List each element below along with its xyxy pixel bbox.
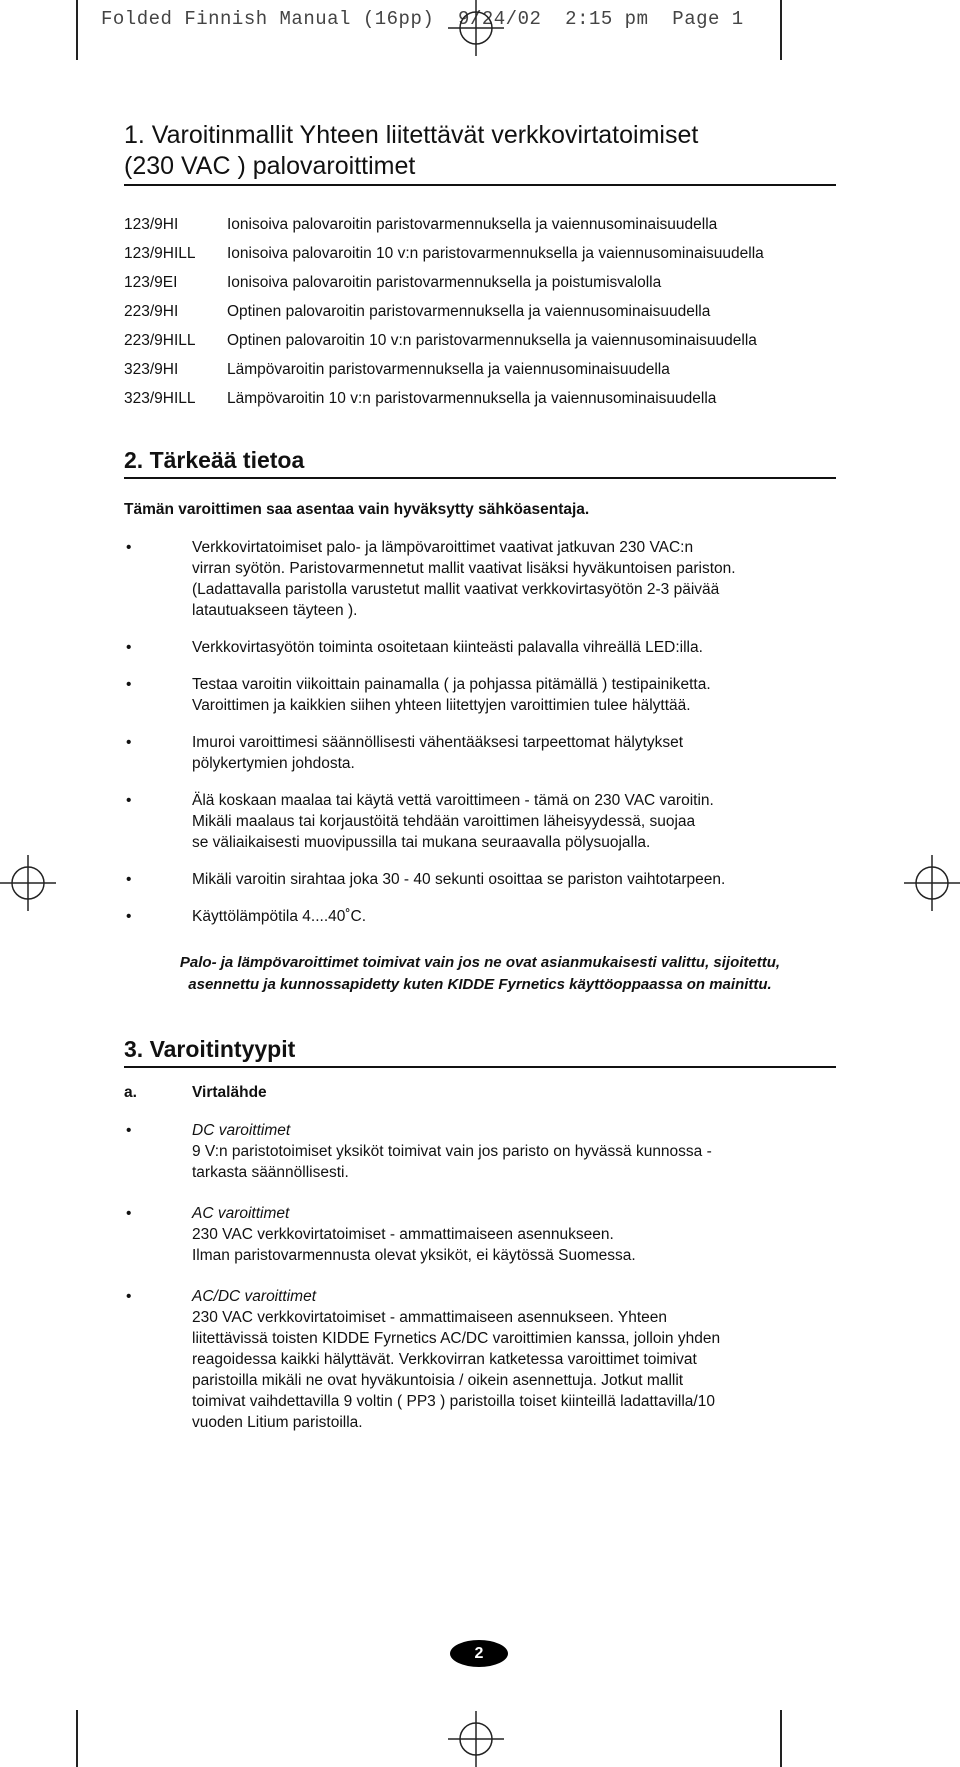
- model-list: [124, 210, 836, 413]
- model-description: Optinen palovaroitin 10 v:n paristovarmennuksella ja vaiennusominaisuudella: [227, 332, 757, 349]
- alarm-type-title: DC varoittimet: [192, 1122, 291, 1139]
- crop-mark: [76, 0, 78, 60]
- list-item: • Imuroi varoittimesi säännöllisesti vähentääksesi tarpeettomat hälytykset pölykertymien johdosta.: [126, 734, 684, 772]
- model-description: Optinen palovaroitin paristovarmennuksella ja vaiennusominaisuudella: [227, 303, 711, 320]
- model-row: [124, 355, 836, 384]
- list-item: • DC varoittimet 9 V:n paristotoimiset yksiköt toimivat vain jos paristo on hyvässä kunnossa - tarkasta säännöllisesti.: [124, 1120, 836, 1183]
- registration-mark-icon: [0, 855, 56, 911]
- section3-heading: 3. Varoitintyypit: [124, 1036, 296, 1062]
- list-item: • Käyttölämpötila 4....40˚C.: [126, 908, 367, 925]
- important-info-list: [124, 537, 836, 927]
- registration-mark-icon: [448, 1711, 504, 1767]
- bullet-icon: •: [126, 908, 132, 925]
- model-row: [124, 268, 836, 297]
- bullet-icon: •: [126, 639, 132, 656]
- bullet-icon: •: [126, 871, 132, 888]
- crop-mark: [780, 0, 782, 60]
- model-description: Ionisoiva palovaroitin 10 v:n paristovarmennuksella ja vaiennusominaisuudella: [227, 245, 764, 262]
- model-code: 123/9HI: [124, 216, 179, 233]
- list-item: • AC varoittimet 230 VAC verkkovirtatoimiset - ammattimaiseen asennukseen. Ilman paristovarmennusta olevat yksiköt, ei käytössä Suomessa.: [124, 1203, 836, 1266]
- bullet-icon: •: [126, 1205, 132, 1222]
- alarm-type-title: AC varoittimet: [192, 1205, 290, 1222]
- bullet-icon: •: [126, 539, 132, 556]
- registration-mark-icon: [448, 0, 504, 56]
- model-code: 223/9HILL: [124, 332, 196, 349]
- model-row: [124, 384, 836, 413]
- model-description: Lämpövaroitin paristovarmennuksella ja vaiennusominaisuudella: [227, 361, 670, 378]
- alarm-type-list: [124, 1120, 836, 1433]
- heading-rule: [124, 477, 836, 479]
- model-row: [124, 326, 836, 355]
- model-row: [124, 297, 836, 326]
- subsection-letter: a.: [124, 1084, 137, 1101]
- list-item: • Verkkovirtatoimiset palo- ja lämpövaroittimet vaativat jatkuvan 230 VAC:n virran syötön. Paristovarmennetut mallit vaativat lisäksi hyväkuntoisen pariston. (Ladattavalla paristolla varustetut mallit vaativat verkkovirtasyötön 2-3 päivää latautuakseen täyteen ).: [126, 539, 736, 619]
- installer-notice: Tämän varoittimen saa asentaa vain hyväksytty sähköasentaja.: [124, 501, 590, 518]
- page-number: 2: [450, 1640, 508, 1667]
- model-code: 323/9HILL: [124, 390, 196, 407]
- bullet-icon: •: [126, 792, 132, 809]
- manual-page-content: [124, 120, 836, 1433]
- model-code: 123/9HILL: [124, 245, 196, 262]
- bullet-icon: •: [126, 1122, 132, 1139]
- bullet-icon: •: [126, 734, 132, 751]
- model-code: 123/9EI: [124, 274, 178, 291]
- subsection-title: Virtalähde: [192, 1084, 267, 1101]
- model-code: 223/9HI: [124, 303, 179, 320]
- list-item: • AC/DC varoittimet 230 VAC verkkovirtatoimiset - ammattimaiseen asennukseen. Yhteen liitettävissä toisten KIDDE Fyrnetics AC/DC varoittimien kanssa, jolloin yhden reagoidessa kaikki hälyttävät. Verkkovirran katketessa varoittimet toimivat paristoilla mikäli ne ovat hyväkuntoisia / oikein asennettuja. Jotkut mallit toimivat vaihdettavilla 9 voltin ( PP3 ) paristoilla toiset kiinteillä ladattavilla/10 vuoden Litium paristoilla.: [124, 1286, 836, 1433]
- alarm-type-title: AC/DC varoittimet: [192, 1288, 317, 1305]
- model-row: [124, 210, 836, 239]
- printer-slug: Folded Finnish Manual (16pp) 9/24/02 2:15 pm Page 1: [101, 8, 744, 30]
- model-code: 323/9HI: [124, 361, 179, 378]
- model-row: [124, 239, 836, 268]
- subsection-heading: [124, 1084, 836, 1102]
- bullet-icon: •: [126, 676, 132, 693]
- crop-mark: [76, 1710, 78, 1767]
- list-item: • Mikäli varoitin sirahtaa joka 30 - 40 sekunti osoittaa se pariston vaihtotarpeen.: [126, 871, 726, 888]
- model-description: Ionisoiva palovaroitin paristovarmennuksella ja poistumisvalolla: [227, 274, 662, 291]
- model-description: Lämpövaroitin 10 v:n paristovarmennuksella ja vaiennusominaisuudella: [227, 390, 717, 407]
- crop-mark: [780, 1710, 782, 1767]
- bullet-icon: •: [126, 1288, 132, 1305]
- list-item: • Verkkovirtasyötön toiminta osoitetaan kiinteästi palavalla vihreällä LED:illa.: [126, 639, 703, 656]
- section1-heading: 1. Varoitinmallit Yhteen liitettävät verkkovirtatoimiset (230 VAC ) palovaroittimet: [124, 121, 699, 180]
- heading-rule: [124, 1066, 836, 1068]
- list-item: • Testaa varoitin viikoittain painamalla ( ja pohjassa pitämällä ) testipainiketta. Varoittimen ja kaikkien siihen yhteen liitettyjen varoittimien tulee hälyttää.: [126, 676, 711, 714]
- model-description: Ionisoiva palovaroitin paristovarmennuksella ja vaiennusominaisuudella: [227, 216, 718, 233]
- list-item: • Älä koskaan maalaa tai käytä vettä varoittimeen - tämä on 230 VAC varoitin. Mikäli maalaus tai korjaustöitä tehdään varoittimen läheisyydessä, suojaa se väliaikaisesti muovipussilla tai mukana seuraavalla pölysuojalla.: [126, 792, 714, 851]
- heading-rule: [124, 184, 836, 186]
- section2-heading: 2. Tärkeää tietoa: [124, 447, 305, 473]
- registration-mark-icon: [904, 855, 960, 911]
- installation-warning: Palo- ja lämpövaroittimet toimivat vain jos ne ovat asianmukaisesti valittu, sijoitettu, asennettu ja kunnossapidetty kuten KIDDE Fyrnetics käyttöoppaassa on mainittu.: [179, 954, 781, 993]
